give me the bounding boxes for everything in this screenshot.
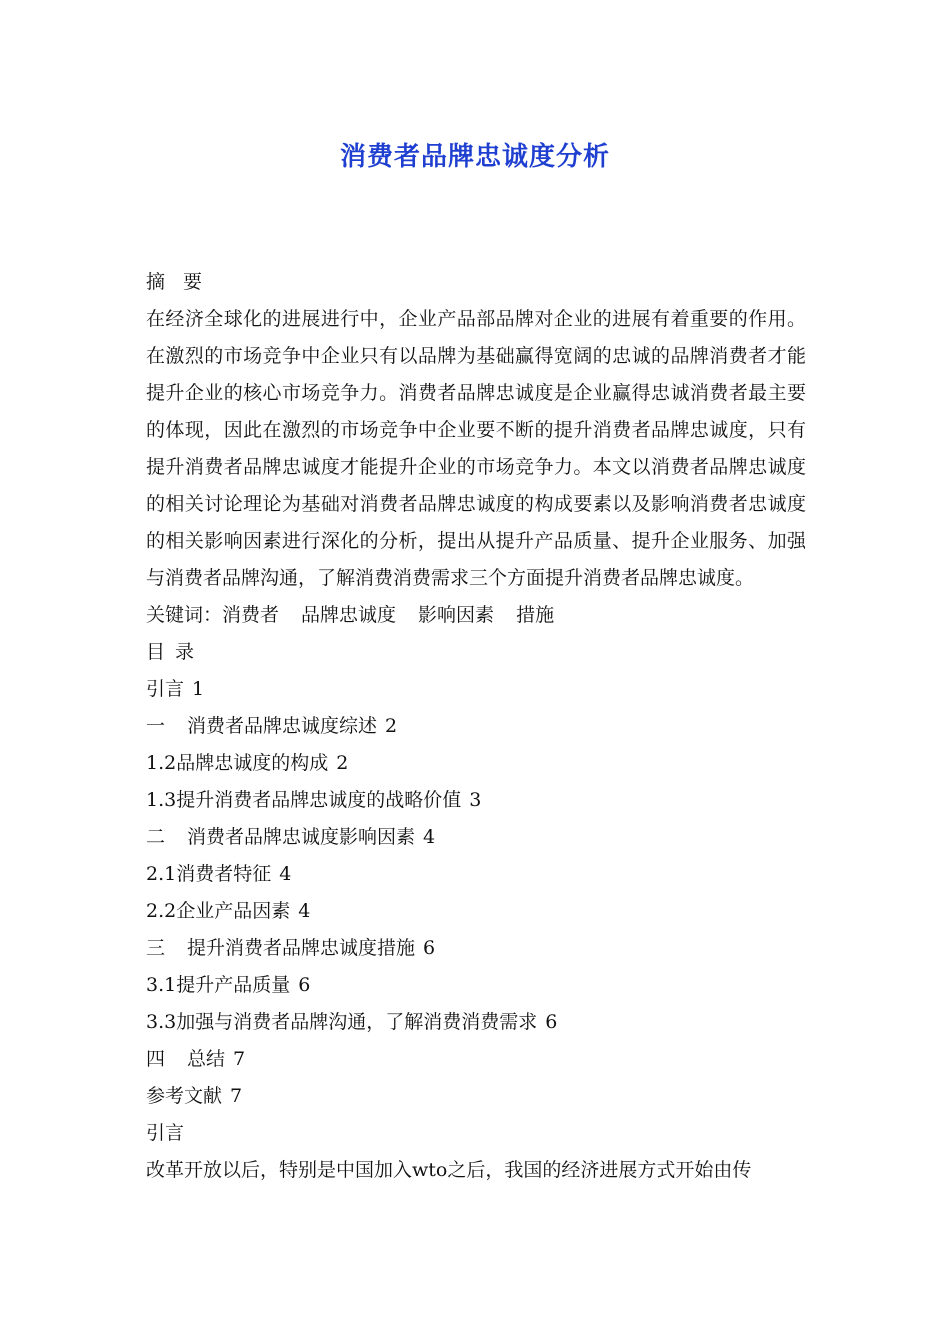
toc-item (146, 745, 806, 782)
keywords-label: 关键词： (146, 604, 223, 626)
toc-item-text: 消费者品牌忠诚度综述 (187, 715, 378, 737)
toc-item (146, 1004, 806, 1041)
toc-item-text: 消费者特征 (176, 863, 272, 885)
toc-item (146, 930, 806, 967)
toc-item-number: 2.2 (146, 900, 177, 922)
toc-item-text: 参考文献 (146, 1085, 223, 1107)
keyword-item: 影响因素 (418, 604, 495, 626)
toc-item-number: 3.3 (146, 1011, 177, 1033)
toc-item-text: 提升消费者品牌忠诚度措施 (187, 937, 416, 959)
toc-item-text: 品牌忠诚度的构成 (176, 752, 329, 774)
toc-item (146, 671, 806, 708)
keywords-line (146, 597, 806, 634)
toc-item (146, 819, 806, 856)
toc-item (146, 708, 806, 745)
document-title: 消费者品牌忠诚度分析 (339, 142, 610, 172)
toc-item-text: 引言 (146, 678, 185, 700)
toc-item-text: 企业产品因素 (176, 900, 291, 922)
toc-item-page: 1 (192, 678, 205, 700)
toc-item (146, 856, 806, 893)
keyword-item: 消费者 (222, 604, 280, 626)
intro-heading: 引言 (146, 1122, 185, 1144)
toc-item-number: 2.1 (146, 863, 177, 885)
toc-item-number: 1.2 (146, 752, 177, 774)
toc-item-number: 二 (146, 826, 166, 848)
toc-list (146, 671, 806, 1115)
toc-item-text: 总结 (187, 1048, 226, 1070)
toc-item-number: 一 (146, 715, 166, 737)
toc-heading: 目录 (146, 641, 205, 663)
toc-item-page: 2 (336, 752, 349, 774)
toc-item-page: 2 (385, 715, 398, 737)
toc-item (146, 893, 806, 930)
toc-item-page: 6 (545, 1011, 558, 1033)
keyword-item: 措施 (516, 604, 555, 626)
toc-item-page: 7 (233, 1048, 246, 1070)
toc-item-text: 加强与消费者品牌沟通，了解消费消费需求 (176, 1011, 538, 1033)
toc-item-number: 三 (146, 937, 166, 959)
toc-item-page: 3 (469, 789, 482, 811)
abstract-heading: 摘要 (146, 271, 221, 293)
toc-item-page: 6 (423, 937, 436, 959)
toc-item-text: 提升产品质量 (176, 974, 291, 996)
toc-item-page: 4 (298, 900, 311, 922)
keyword-item: 品牌忠诚度 (301, 604, 397, 626)
toc-item-number: 1.3 (146, 789, 177, 811)
toc-item-text: 消费者品牌忠诚度影响因素 (187, 826, 416, 848)
document-body (146, 264, 806, 1189)
toc-item (146, 1078, 806, 1115)
toc-item-page: 6 (298, 974, 311, 996)
toc-item-number: 四 (146, 1048, 166, 1070)
toc-item-text: 提升消费者品牌忠诚度的战略价值 (176, 789, 462, 811)
toc-item-page: 4 (279, 863, 292, 885)
toc-item-page: 7 (230, 1085, 243, 1107)
toc-item (146, 967, 806, 1004)
intro-body: 改革开放以后，特别是中国加入wto之后，我国的经济进展方式开始由传 (146, 1159, 752, 1181)
toc-item-number: 3.1 (146, 974, 177, 996)
toc-item (146, 1041, 806, 1078)
toc-item-page: 4 (423, 826, 436, 848)
toc-item (146, 782, 806, 819)
abstract-body: 在经济全球化的进展进行中，企业产品部品牌对企业的进展有着重要的作用。在激烈的市场竞争中企业只有以品牌为基础赢得宽阔的忠诚的品牌消费者才能提升企业的核心市场竞争力。消费者品牌忠诚度是企业赢得忠诚消费者最主要的体现，因此在激烈的市场竞争中企业要不断的提升消费者品牌忠诚度，只有提升消费者品牌忠诚度才能提升企业的市场竞争力。本文以消费者品牌忠诚度的相关讨论理论为基础对消费者品牌忠诚度的构成要素以及影响消费者忠诚度的相关影响因素进行深化的分析，提出从提升产品质量、提升企业服务、加强与消费者品牌沟通，了解消费消费需求三个方面提升消费者品牌忠诚度。 (146, 308, 806, 589)
